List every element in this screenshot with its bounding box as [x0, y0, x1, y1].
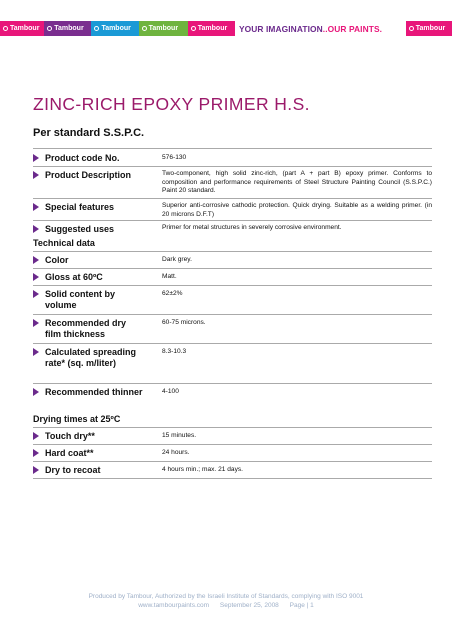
- footer-meta: [0, 601, 452, 610]
- footer: [0, 592, 452, 610]
- label-special-features: Special features: [33, 202, 143, 213]
- label-spreading-rate: Calculated spreading rate* (sq. m/liter): [33, 347, 143, 369]
- footer-date: September 25, 2008: [219, 602, 279, 609]
- arrow-icon: [33, 203, 39, 211]
- arrow-icon: [33, 449, 39, 457]
- divider: [33, 166, 432, 167]
- value-special-features: Superior anti-corrosive cathodic protection. Quick drying. Suitable as a welding primer. (in 20 microns D.F.T): [162, 202, 432, 218]
- slogan: [235, 24, 406, 34]
- value-suggested-uses: Primer for metal structures in severely corrosive environment.: [162, 224, 342, 231]
- arrow-icon: [33, 432, 39, 440]
- label-product-code: Product code No.: [33, 153, 143, 164]
- logo-dot-icon: [191, 26, 196, 31]
- divider: [33, 343, 432, 344]
- logo-dot-icon: [409, 26, 414, 31]
- arrow-icon: [33, 225, 39, 233]
- tambour-logo: [139, 21, 188, 36]
- arrow-icon: [33, 348, 39, 356]
- arrow-icon: [33, 290, 39, 298]
- logo-text: Tambour: [148, 25, 179, 32]
- logo-text: Tambour: [197, 25, 228, 32]
- divider: [33, 148, 432, 149]
- value-gloss: Matt.: [162, 273, 177, 280]
- divider: [33, 251, 432, 252]
- logo-dot-icon: [94, 26, 99, 31]
- label-touch-dry: Touch dry**: [33, 431, 143, 442]
- value-dry-film-thickness: 60-75 microns.: [162, 319, 206, 326]
- footer-authorization: Produced by Tambour, Authorized by the Israeli Institute of Standards, complying with ISO 9001: [88, 593, 364, 600]
- value-thinner: 4-100: [162, 388, 179, 395]
- divider: [33, 444, 432, 445]
- arrow-icon: [33, 154, 39, 162]
- logo-text: Tambour: [101, 25, 131, 32]
- page-title: ZINC-RICH EPOXY PRIMER H.S.: [33, 94, 310, 114]
- divider: [33, 285, 432, 286]
- slogan-main: YOUR IMAGINATION: [238, 23, 323, 34]
- divider: [33, 268, 432, 269]
- value-dry-to-recoat: 4 hours min.; max. 21 days.: [162, 466, 243, 473]
- logo-text: Tambour: [10, 25, 40, 32]
- logo-dot-icon: [47, 26, 52, 31]
- label-suggested-uses: Suggested uses: [33, 224, 143, 235]
- value-color: Dark grey.: [162, 256, 192, 263]
- arrow-icon: [33, 171, 39, 179]
- divider: [33, 314, 432, 315]
- label-gloss: Gloss at 60ºC: [33, 272, 143, 283]
- label-thinner: Recommended thinner: [33, 387, 143, 398]
- tambour-logo: [91, 21, 138, 36]
- divider: [33, 383, 432, 384]
- label-dry-to-recoat: Dry to recoat: [33, 465, 143, 476]
- label-color: Color: [33, 255, 143, 266]
- value-product-description: Two-component, high solid zinc-rich, (part A + part B) epoxy primer. Conforms to composition and performance requirements of Steel Structure Painting Council (S.S.P.C.) Paint 20 standard.: [162, 170, 432, 195]
- divider: [33, 427, 432, 428]
- label-solid-content: Solid content by volume: [33, 289, 143, 311]
- tambour-logo: [44, 21, 91, 36]
- logo-dot-icon: [142, 26, 147, 31]
- divider: [33, 220, 432, 221]
- arrow-icon: [33, 273, 39, 281]
- section-technical-data: Technical data: [33, 238, 95, 248]
- divider: [33, 461, 432, 462]
- logo-text: Tambour: [54, 25, 84, 32]
- arrow-icon: [33, 256, 39, 264]
- tambour-logo: [406, 21, 452, 36]
- value-spreading-rate: 8.3-10.3: [162, 348, 187, 355]
- value-product-code: 576-130: [162, 154, 187, 161]
- arrow-icon: [33, 319, 39, 327]
- section-drying-times: Drying times at 25ºC: [33, 414, 121, 424]
- footer-website[interactable]: www.tambourpaints.com: [138, 602, 210, 609]
- tambour-logo: [0, 21, 44, 36]
- label-product-description: Product Description: [33, 170, 158, 181]
- value-hard-coat: 24 hours.: [162, 449, 190, 456]
- logo-dot-icon: [3, 26, 8, 31]
- tambour-logo: [188, 21, 235, 36]
- page-subtitle: Per standard S.S.P.C.: [33, 127, 145, 139]
- divider: [33, 198, 432, 199]
- brand-banner: [0, 21, 452, 36]
- arrow-icon: [33, 388, 39, 396]
- logo-text: Tambour: [415, 25, 446, 32]
- label-dry-film-thickness: Recommended dry film thickness: [33, 318, 143, 340]
- label-hard-coat: Hard coat**: [33, 448, 143, 459]
- value-touch-dry: 15 minutes.: [162, 432, 197, 439]
- divider: [33, 478, 432, 479]
- arrow-icon: [33, 466, 39, 474]
- slogan-accent: ..OUR PAINTS.: [322, 23, 383, 34]
- value-solid-content: 62±2%: [162, 290, 183, 297]
- page-number: Page | 1: [289, 602, 314, 609]
